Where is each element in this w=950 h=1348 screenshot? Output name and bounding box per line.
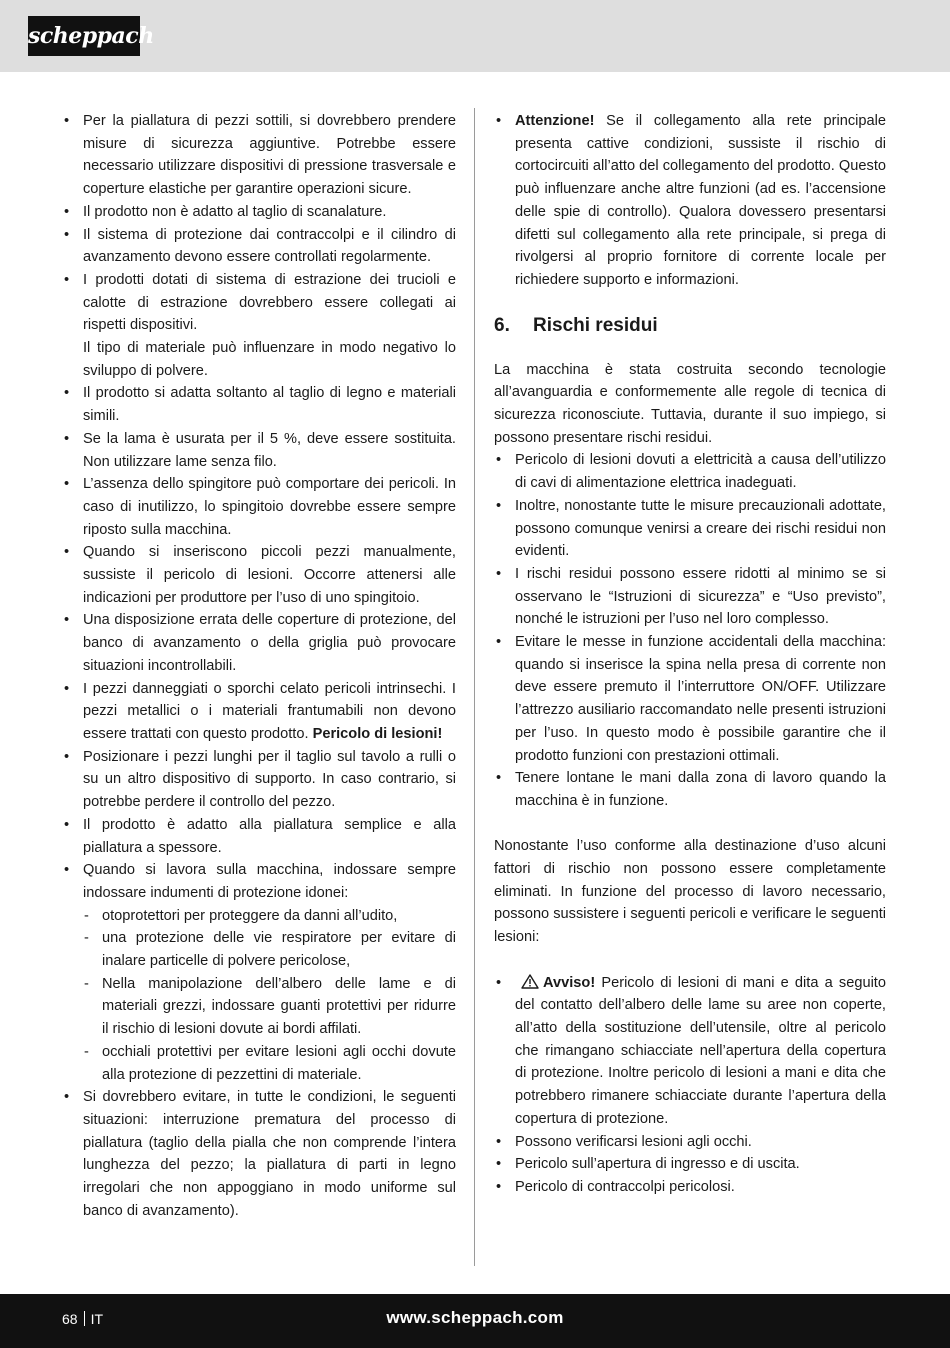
list-item: • Per la piallatura di pezzi sottili, si dovrebbero prendere misure di sicurezza aggiuntive. Potrebbe essere necessario utilizzare dispositivi di pressione trasversale e coperture elastiche per garantire operazioni sicure. bbox=[62, 110, 456, 201]
hazards-list bbox=[494, 972, 886, 1199]
list-item: • I rischi residui possono essere ridotti al minimo se si osservano le “Istruzioni di sicurezza” e “Uso previsto”, nonché le istruzioni per l’uso nel loro complesso. bbox=[494, 563, 886, 631]
list-item: • Il prodotto non è adatto al taglio di scanalature. bbox=[62, 201, 456, 224]
scheppach-logo: scheppach bbox=[28, 16, 140, 56]
intro-paragraph: La macchina è stata costruita secondo tecnologie all’avanguardia e conformemente alle regole di tecnica di sicurezza riconosciute. Tuttavia, durante il suo impiego, si possono presentare rischi residui. bbox=[494, 361, 886, 446]
ppe-item: - Nella manipolazione dell’albero delle lame e di materiali grezzi, indossare guanti protettivi per ridurre il rischio di lesioni dovute ai bordi affilati. bbox=[83, 973, 456, 1041]
left-column bbox=[62, 110, 456, 1222]
ppe-item: - otoprotettori per proteggere da danni all’udito, bbox=[83, 905, 456, 928]
spacer bbox=[494, 949, 886, 972]
section-heading bbox=[494, 314, 886, 338]
ppe-list bbox=[83, 905, 456, 1087]
despite-paragraph: Nonostante l’uso conforme alla destinazione d’uso alcuni fattori di rischio non possono essere completamente eliminati. In funzione del processo di lavoro necessario, possono sussistere i seguenti pericoli e verificare le seguenti lesioni: bbox=[494, 838, 886, 946]
list-item: • Pericolo di lesioni dovuti a elettricità a causa dell’utilizzo di cavi di alimentazione elettrica inadeguati. bbox=[494, 449, 886, 494]
warning-label: Avviso! bbox=[543, 974, 596, 991]
footer-band bbox=[0, 1294, 950, 1348]
section-number: 6. bbox=[494, 314, 510, 336]
warning-item: • Avviso! Pericolo di lesioni di mani e dita a seguito del contatto dell’albero delle lame su aree non coperte, all’atto della sostituzione dell’utensile, oltre al pericolo che rimangano schiacciate nell’apertura della copertura di protezione. Inoltre pericolo di lesioni a mani e dita che potrebbero rimanere schiacciate durante l’apertura della copertura di protezione. bbox=[494, 972, 886, 1131]
section-title: Rischi residui bbox=[533, 314, 658, 336]
attention-label: Attenzione! bbox=[515, 113, 595, 129]
ppe-item: - una protezione delle vie respiratore per evitare di inalare particelle di polvere pericolose, bbox=[83, 927, 456, 972]
list-item: • Evitare le messe in funzione accidentali della macchina: quando si inserisce la spina nella presa di corrente non deve essere premuto il l’interruttore ON/OFF. Utilizzare l’attrezzo ausiliario raccomandato nelle presenti istruzioni per l’uso. In questo modo è possibile garantire che il prodotto funzioni con prestazioni ottimali. bbox=[494, 631, 886, 767]
list-item: • Una disposizione errata delle coperture di protezione, del banco di avanzamento o della griglia può provocare situazioni incontrollabili. bbox=[62, 609, 456, 677]
list-item: • Quando si inseriscono piccoli pezzi manualmente, sussiste il pericolo di lesioni. Occorre attenersi alle indicazioni per produttore per l’uso di uno spingitoio. bbox=[62, 541, 456, 609]
list-item: • Il sistema di protezione dai contraccolpi e il cilindro di avanzamento devono essere controllati regolarmente. bbox=[62, 224, 456, 269]
right-column bbox=[494, 110, 886, 1199]
list-item: • Il prodotto si adatta soltanto al taglio di legno e materiali simili. bbox=[62, 382, 456, 427]
list-item: • Si dovrebbero evitare, in tutte le condizioni, le seguenti situazioni: interruzione prematura del processo di piallatura (taglio della pialla che non comprende l’intera lunghezza del pezzo; la piallatura di parti in legno irregolari che non appoggiano in modo uniforme sul banco di avanzamento). bbox=[62, 1086, 456, 1222]
list-item: • L’assenza dello spingitore può comportare dei pericoli. In caso di inutilizzo, lo spingitoio dovrebbe essere sempre riposto sulla macchina. bbox=[62, 473, 456, 541]
list-item: • Il prodotto è adatto alla piallatura semplice e alla piallatura a spessore. bbox=[62, 814, 456, 859]
residual-risks-list bbox=[494, 449, 886, 812]
danger-emphasis: Pericolo di lesioni! bbox=[312, 725, 443, 742]
ppe-item: - occhiali protettivi per evitare lesioni agli occhi dovute alla protezione di pezzettini di materiale. bbox=[83, 1041, 456, 1086]
language-code: IT bbox=[90, 1311, 104, 1327]
list-item-continuation: Il tipo di materiale può influenzare in modo negativo lo sviluppo di polvere. bbox=[83, 340, 456, 379]
list-item: • I pezzi danneggiati o sporchi celato pericoli intrinsechi. I pezzi metallici o i materiali frantumabili non devono essere trattati con questo prodotto. Pericolo di lesioni! bbox=[62, 678, 456, 746]
list-item: • Inoltre, nonostante tutte le misure precauzionali adottate, possono comunque venirsi a creare dei rischi residui non evidenti. bbox=[494, 495, 886, 563]
list-item: • Pericolo di contraccolpi pericolosi. bbox=[494, 1176, 886, 1199]
page-number: 68 bbox=[62, 1311, 78, 1327]
warning-triangle-icon bbox=[521, 974, 539, 989]
list-item: • Quando si lavora sulla macchina, indossare sempre indossare indumenti di protezione idonei: - otoprotettori per proteggere da danni all’udito, - una protezione delle vie respiratore per evitare di inalare particelle di polvere pericolose, - Nella manipolazione dell’albero delle lame e di materiali grezzi, indossare guanti protettivi per ridurre il rischio di lesioni dovute ai bordi affilati. - occhiali protettivi per evitare lesioni agli occhi dovute alla protezione di pezzettini di materiale. bbox=[62, 859, 456, 1086]
safety-list bbox=[62, 110, 456, 1222]
attention-list bbox=[494, 110, 886, 292]
list-item: • Tenere lontane le mani dalla zona di lavoro quando la macchina è in funzione. bbox=[494, 767, 886, 812]
spacer bbox=[494, 813, 886, 836]
header-band bbox=[0, 0, 950, 72]
list-item: • Pericolo sull’apertura di ingresso e di uscita. bbox=[494, 1153, 886, 1176]
website-link[interactable]: www.scheppach.com bbox=[386, 1308, 564, 1327]
list-item: • Possono verificarsi lesioni agli occhi. bbox=[494, 1131, 886, 1154]
attention-item: • Attenzione! Se il collegamento alla rete principale presenta cattive condizioni, sussiste il rischio di cortocircuiti all’atto del collegamento del prodotto. Questo può influenzare anche altre funzioni (ad es. l’accensione delle spie di controllo). Qualora dovessero presentarsi difetti sul collegamento alla rete principale, si prega di rivolgersi al proprio fornitore di corrente locale per richiedere supporto e informazioni. bbox=[494, 110, 886, 292]
column-divider bbox=[474, 108, 475, 1266]
list-item: • Posizionare i pezzi lunghi per il taglio sul tavolo a rulli o su un altro dispositivo di supporto. In caso contrario, si potrebbe perdere il controllo del pezzo. bbox=[62, 746, 456, 814]
list-item: • Se la lama è usurata per il 5 %, deve essere sostituita. Non utilizzare lame senza filo. bbox=[62, 428, 456, 473]
list-item: • I prodotti dotati di sistema di estrazione dei trucioli e calotte di estrazione dovrebbero essere collegati ai rispetti dispositivi. Il tipo di materiale può influenzare in modo negativo lo sviluppo di polvere. bbox=[62, 269, 456, 383]
